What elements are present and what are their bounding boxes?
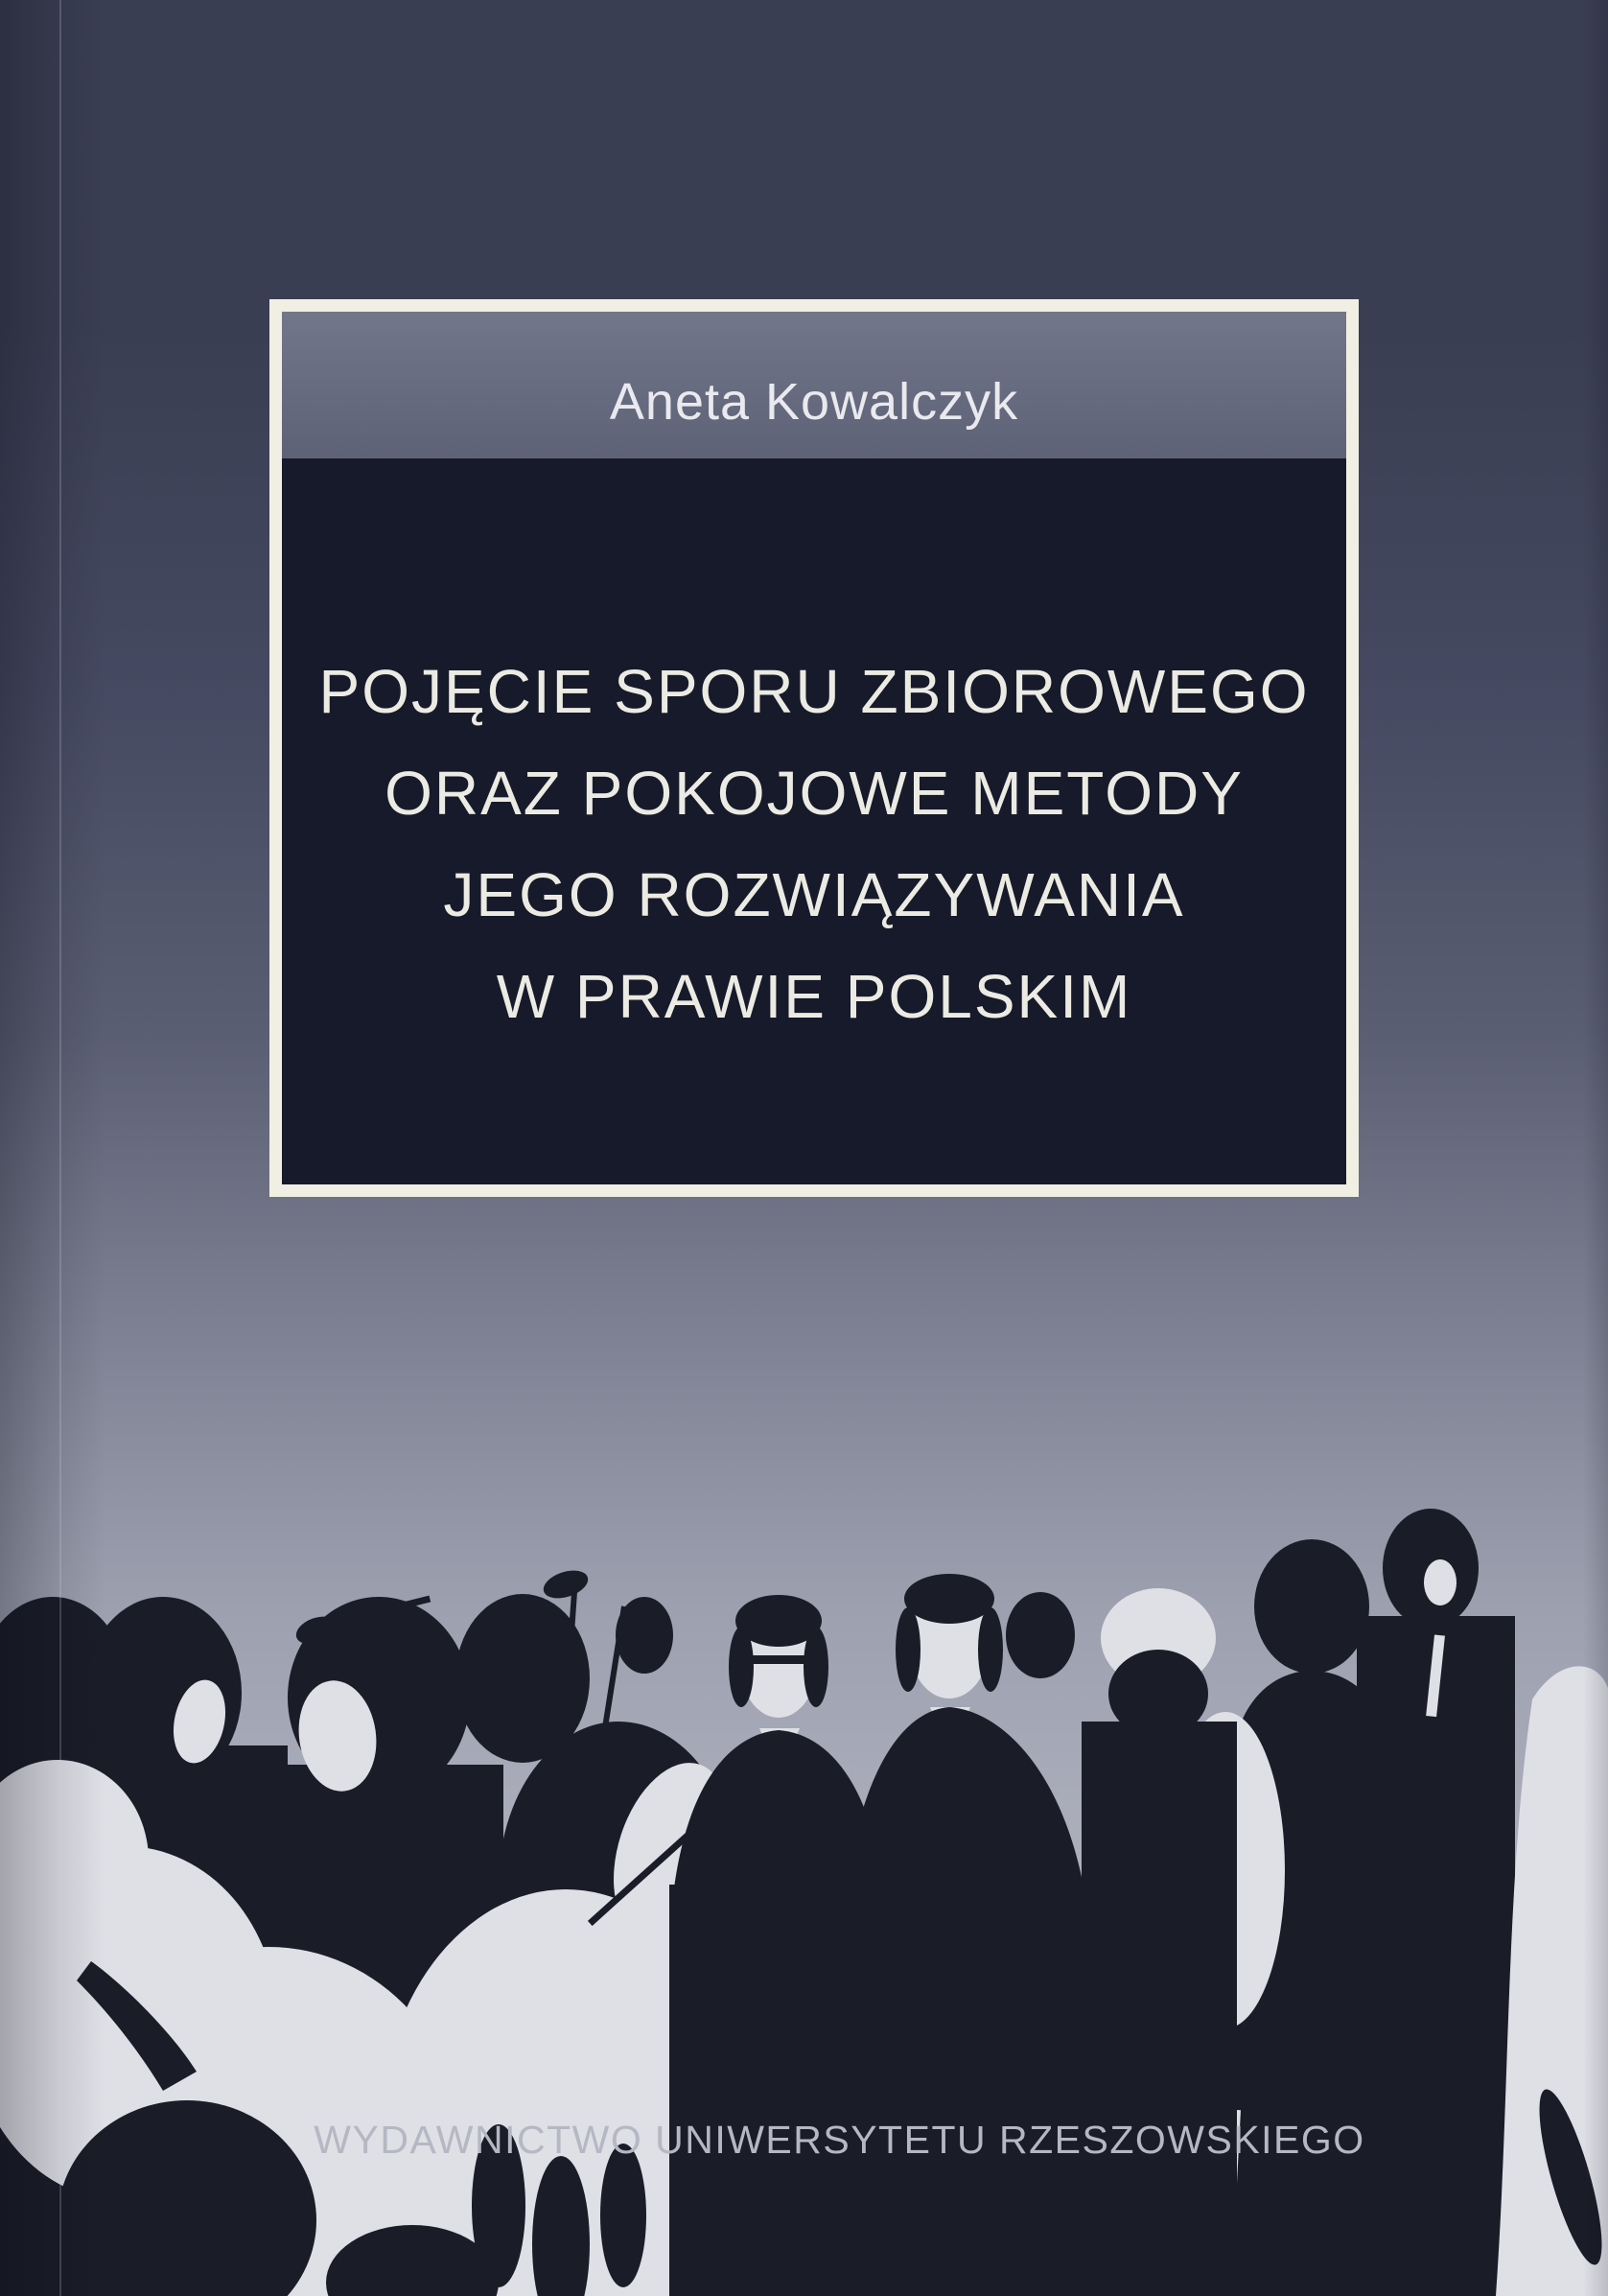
hair (904, 1574, 994, 1624)
microphone (540, 1565, 592, 1604)
conference-photo (0, 1017, 1608, 2296)
silhouette-head (1006, 1592, 1075, 1678)
title-line-2: ORAZ POKOJOWE METODY (385, 759, 1244, 828)
tie (773, 1734, 786, 1822)
silhouette-head (1254, 1539, 1369, 1674)
bottle (600, 2144, 646, 2287)
title-line-1: POJĘCIE SPORU ZBIOROWEGO (318, 657, 1310, 726)
tie (944, 1713, 958, 1807)
suit (842, 1707, 1089, 1923)
author-name: Aneta Kowalczyk (609, 372, 1019, 431)
face-highlight (1424, 1559, 1457, 1605)
glasses (750, 1655, 807, 1664)
title-frame (269, 299, 1359, 1197)
title-line-4: W PRAWIE POLSKIM (496, 962, 1132, 1031)
author-band (282, 312, 1346, 458)
title-line-3: JEGO ROZWIĄZYWANIA (443, 860, 1185, 929)
title-area (282, 458, 1346, 1184)
publisher-name: WYDAWNICTWO UNIWERSYTETU RZESZOWSKIEGO (314, 2118, 1365, 2162)
